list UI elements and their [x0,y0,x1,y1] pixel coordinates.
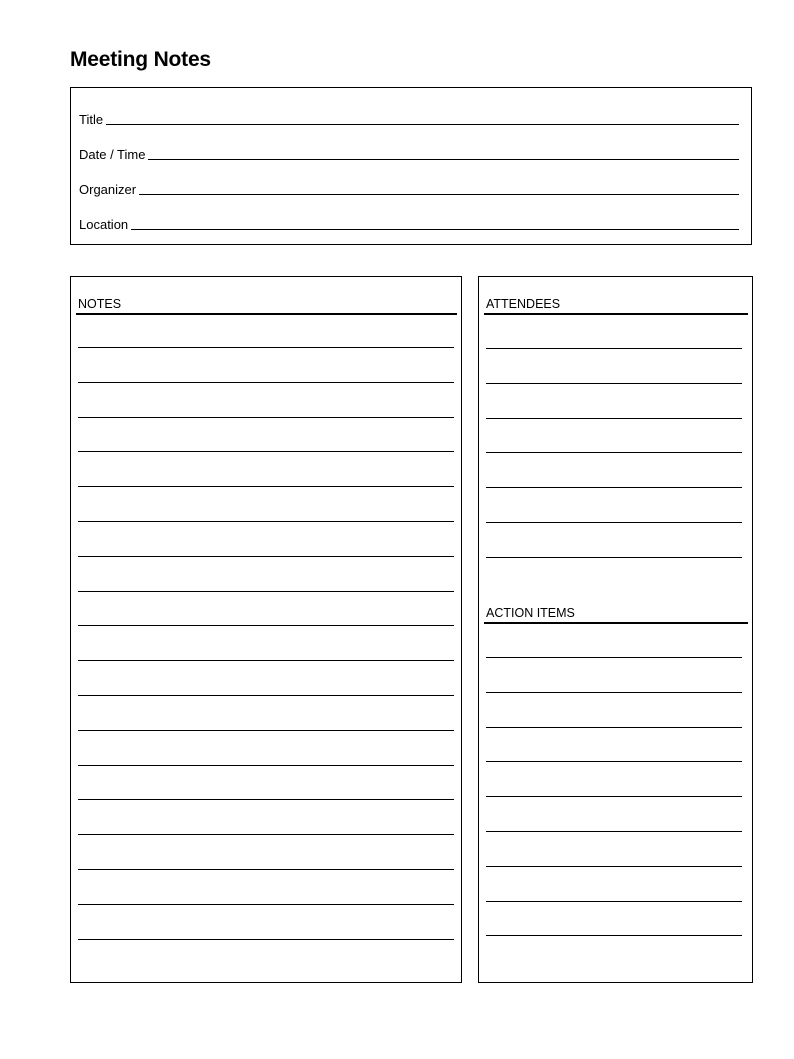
notes-write-line[interactable] [78,799,454,800]
action-item-write-line[interactable] [486,761,742,762]
action-items-heading-rule [484,622,748,624]
location-write-line[interactable] [131,229,739,230]
location-label: Location [79,217,129,232]
attendee-write-line[interactable] [486,383,742,384]
action-item-write-line[interactable] [486,901,742,902]
action-item-write-line[interactable] [486,692,742,693]
location-field[interactable] [79,211,739,231]
notes-write-line[interactable] [78,730,454,731]
attendee-write-line[interactable] [486,418,742,419]
notes-write-line[interactable] [78,904,454,905]
page-title: Meeting Notes [70,48,211,71]
notes-write-line[interactable] [78,834,454,835]
notes-write-line[interactable] [78,939,454,940]
organizer-label: Organizer [79,182,137,197]
notes-write-line[interactable] [78,695,454,696]
title-write-line[interactable] [106,124,739,125]
action-item-write-line[interactable] [486,831,742,832]
attendee-write-line[interactable] [486,522,742,523]
attendees-heading: ATTENDEES [486,297,561,311]
action-item-write-line[interactable] [486,796,742,797]
attendees-heading-rule [484,313,748,315]
date-time-write-line[interactable] [148,159,739,160]
notes-heading: NOTES [78,297,122,311]
notes-write-line[interactable] [78,521,454,522]
organizer-field[interactable] [79,176,739,196]
notes-write-line[interactable] [78,765,454,766]
date-time-field[interactable] [79,141,739,161]
notes-write-line[interactable] [78,382,454,383]
notes-write-line[interactable] [78,347,454,348]
title-field[interactable] [79,106,739,126]
action-items-heading: ACTION ITEMS [486,606,575,620]
date-time-label: Date / Time [79,147,146,162]
organizer-write-line[interactable] [139,194,739,195]
title-label: Title [79,112,104,127]
attendees-action-panel [478,276,753,983]
notes-write-line[interactable] [78,486,454,487]
notes-write-line[interactable] [78,417,454,418]
attendee-write-line[interactable] [486,452,742,453]
notes-write-line[interactable] [78,869,454,870]
notes-write-line[interactable] [78,451,454,452]
action-item-write-line[interactable] [486,935,742,936]
attendee-write-line[interactable] [486,557,742,558]
meeting-details-box [70,87,752,245]
notes-panel [70,276,462,983]
notes-write-line[interactable] [78,591,454,592]
attendee-write-line[interactable] [486,487,742,488]
action-item-write-line[interactable] [486,866,742,867]
notes-heading-rule [76,313,457,315]
notes-write-line[interactable] [78,625,454,626]
notes-write-line[interactable] [78,660,454,661]
notes-write-line[interactable] [78,556,454,557]
action-item-write-line[interactable] [486,727,742,728]
attendee-write-line[interactable] [486,348,742,349]
action-item-write-line[interactable] [486,657,742,658]
